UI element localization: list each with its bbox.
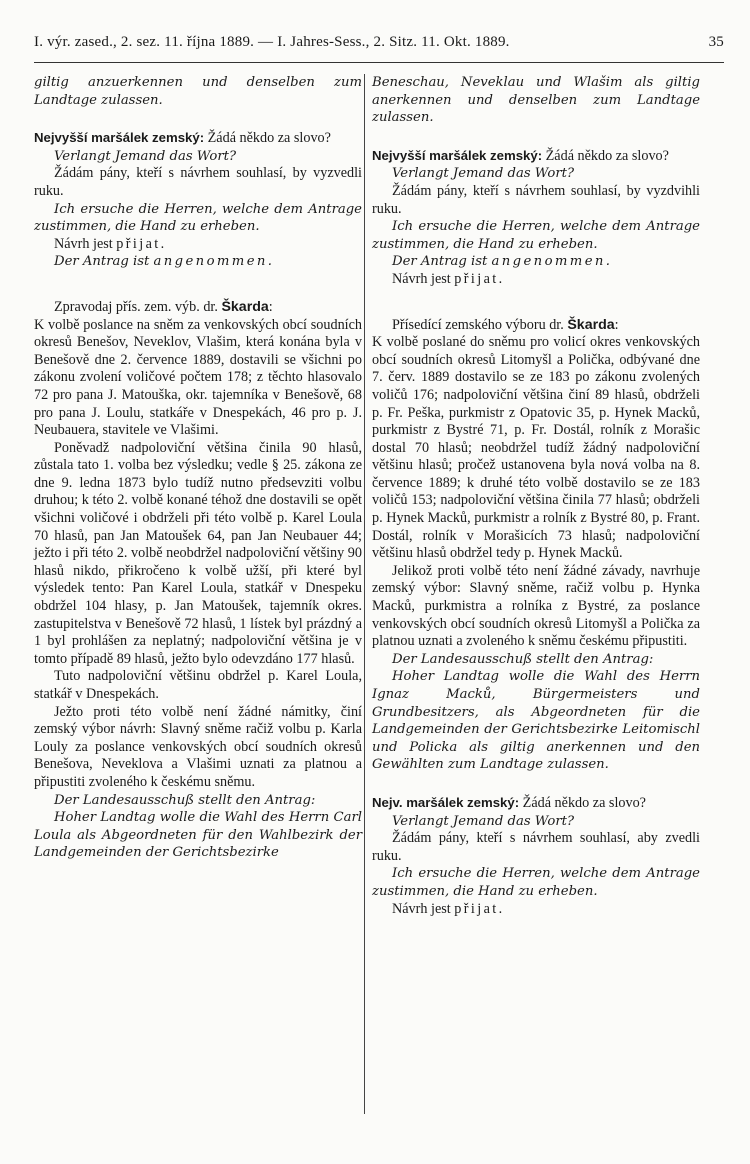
paragraph-text: Jelikož proti volbě této není žádné závady, navrhuje zemský výbor: Slavný sněme, račiž volbu p. Hynka Macků, purkmistra a rolníka z Bystré, za poslance venkovských obcí soudních okresů Litomyšl a Polička za platnou uznati a zvoleného k sněmu českému připustiti. <box>372 562 700 650</box>
german-paragraph <box>34 74 362 109</box>
paragraph-text: Žádá někdo za slovo? <box>204 130 331 147</box>
paragraph <box>34 317 362 440</box>
german-text: Ich ersuche die Herren, welche dem Antrage zustimmen, die Hand zu erheben. <box>372 866 700 899</box>
paragraph <box>372 830 700 865</box>
spacer <box>34 109 362 129</box>
german-text: Verlangt Jemand das Wort? <box>392 166 575 182</box>
right-column <box>372 74 700 918</box>
header-rule <box>34 62 724 63</box>
german-paragraph <box>34 792 362 810</box>
german-text: Der Landesausschuß stellt den Antrag: <box>54 792 316 808</box>
german-text: Hoher Landtag wolle die Wahl des Herrn Carl Loula als Abgeordneten für den Wahlbezirk der Landgemeinden der Gerichtsbezirke <box>34 810 362 861</box>
speaker-paragraph <box>34 129 362 148</box>
paragraph-text: K volbě poslance na sněm za venkovských obcí soudních okresů Benešov, Neveklov, Vlašim, která konána byla v Benešově dne 2. července 1889, dostavili se všichni po zákonu zvolení voličové počtem 178; z těchto hlasovalo 72 pro pana J. Matouška, okr. tajemníka v Benešově, 68 pro pana J. Loulu, statkáře v Dnespekách, 46 pro p. J. Neubauera, stavitele ve Vlašimi. <box>34 316 362 439</box>
german-text: Der Antrag ist <box>54 254 154 270</box>
german-paragraph <box>34 148 362 166</box>
german-text: Der Antrag ist <box>392 254 492 270</box>
speaker-paragraph <box>372 147 700 166</box>
speaker-label: Nejvyšší maršálek zemský: <box>34 130 205 146</box>
paragraph-text: Návrh jest <box>54 235 117 252</box>
paragraph-text: Návrh jest <box>392 900 455 917</box>
german-text: giltig anzuerkennen und denselben zum Landtage zulassen. <box>34 75 362 108</box>
column-divider <box>364 74 365 1114</box>
german-paragraph <box>372 865 700 900</box>
paragraph-text: : <box>268 298 273 315</box>
spaced-text: přijat. <box>454 900 505 917</box>
speaker-label: Nejv. maršálek zemský: <box>372 794 520 810</box>
spacer <box>34 271 362 299</box>
paragraph-text: : <box>614 316 619 333</box>
german-text: Ich ersuche die Herren, welche dem Antrage zustimmen, die Hand zu erheben. <box>372 219 700 252</box>
speaker-label: Škarda <box>567 316 615 333</box>
paragraph <box>372 334 700 563</box>
paragraph-text: Žádám pány, kteří s návrhem souhlasí, by vyzdvihli ruku. <box>372 182 700 217</box>
paragraph <box>372 901 700 919</box>
paragraph-text: Přísedící zemského výboru dr. <box>392 316 568 333</box>
paragraph <box>34 165 362 200</box>
speaker-label: Škarda <box>221 298 269 315</box>
paragraph-text: Žádá někdo za slovo? <box>542 147 669 164</box>
paragraph-text: Zpravodaj přís. zem. výb. dr. <box>54 298 222 315</box>
speaker-paragraph <box>372 794 700 813</box>
paragraph <box>34 704 362 792</box>
german-paragraph <box>372 813 700 831</box>
paragraph <box>372 563 700 651</box>
german-text: Verlangt Jemand das Wort? <box>54 148 237 164</box>
paragraph-text: Žádám pány, kteří s návrhem souhlasí, by vyzvedli ruku. <box>34 165 362 199</box>
paragraph-text: Návrh jest <box>392 270 455 287</box>
left-column <box>34 74 362 862</box>
paragraph-text: Poněvadž nadpoloviční většina činila 90 hlasů, zůstala tato 1. volba bez výsledku; vedle § 25. zákona ze dne 9. ledna 1873 bylo tudíž nutno předsevziti volbu druhou; k této 2. volbě konané téhož dne dostavili se opět všichni voličové i obdrželi při této volbě p. Karel Loula 70 hlasů, pan Jan Matoušek 64, pan Jan Neubauer 44; ježto i při této 2. volbě neobdržel nadpoloviční většiny 90 hlasů nikdo, přikročeno k volbě užší, při které byl výsledek tento: Pan Karel Loula, statkář v Dnespeku obdržel 104 hlasy, p. Jan Matoušek, tajemník okres. zastupitelstva v Benešově 72 hlasů, 1 lístek byl prázdný a 1 byl prohlášen za neplatný; nadpoloviční většina je v tomto případě 89 hlasů, ježto bylo odevzdáno 177 hlasů. <box>34 439 362 667</box>
german-paragraph <box>372 218 700 253</box>
german-paragraph <box>372 651 700 669</box>
paragraph-text: Žádám pány, kteří s návrhem souhlasí, aby zvedli ruku. <box>372 830 700 864</box>
spaced-text: angenommen. <box>153 254 275 270</box>
paragraph <box>372 271 700 289</box>
speaker-paragraph <box>372 317 700 335</box>
german-text: Beneschau, Neveklau und Wlašim als giltig anerkennen und denselben zum Landtage zulassen. <box>372 75 700 126</box>
german-paragraph <box>372 165 700 183</box>
paragraph-text: Žádá někdo za slovo? <box>519 794 646 811</box>
german-paragraph <box>34 253 362 271</box>
paragraph <box>372 183 700 218</box>
german-paragraph <box>372 668 700 774</box>
speaker-paragraph <box>34 299 362 317</box>
spacer <box>372 774 700 794</box>
german-paragraph <box>372 253 700 271</box>
paragraph <box>34 668 362 703</box>
paragraph-text: K volbě poslané do sněmu pro volicí okres venkovských obcí soudních okresů Litomyšl a Polička, odbývané dne 7. červ. 1889 dostavilo se ze 183 po zákonu zvolených voličů 176; nadpoloviční většina činí 89 hlasů, obdrželi p. Fr. Peška, purkmistr z Opatovic 35, p. Hynek Macků, purkmistr z Bystré 71, p. Fr. Dostál, rolník z Morašic dostal 70 hlasů; neobdržel tudíž žádný nadpoloviční většinu hlasů; pročež ustanovena byla nová volba na 8. července 1889; k druhé této volbě dostavilo se ze 183 voličů 153; nadpoloviční většina činila 77 hlasů; obdrželi p. Hynek Macků, purkmistr a rolník z Bystré 80, p. Frant. Dostál, rolník v Morašicích 73 hlasů; nadpoloviční většinu hlasů obdržel tedy p. Hynek Macků. <box>372 334 700 562</box>
paragraph-text: Ježto proti této volbě není žádné námitky, činí zemský výbor návrh: Slavný sněme račiž volbu p. Karla Louly za poslance venkovských obcí soudních okresů Benešova, Neveklova a Vlašimi uznati za platnou a připustiti zvoleného k českému sněmu. <box>34 703 362 790</box>
german-paragraph <box>34 809 362 862</box>
spaced-text: přijat. <box>116 235 167 252</box>
paragraph <box>34 236 362 254</box>
paragraph <box>34 440 362 669</box>
spaced-text: přijat. <box>454 270 505 287</box>
speaker-label: Nejvyšší maršálek zemský: <box>372 147 543 163</box>
page-number: 35 <box>708 34 724 50</box>
german-text: Ich ersuche die Herren, welche dem Antrage zustimmen, die Hand zu erheben. <box>34 201 362 235</box>
german-text: Verlangt Jemand das Wort? <box>392 813 575 829</box>
running-header: I. výr. zased., 2. sez. 11. října 1889. — I. Jahres-Sess., 2. Sitz. 11. Okt. 1889. <box>34 34 510 50</box>
spacer <box>372 289 700 317</box>
paragraph-text: Tuto nadpoloviční většinu obdržel p. Karel Loula, statkář v Dnespekách. <box>34 668 362 702</box>
german-text: Hoher Landtag wolle die Wahl des Herrn Ignaz Macků, Bürgermeisters und Grundbesitzers, als Abgeordneten für die Landgemeinden der Gerichtsbezirke Leitomischl und Policka als giltig anerkennen und den Gewählten zum Landtage zulassen. <box>372 669 700 773</box>
german-text: Der Landesausschuß stellt den Antrag: <box>392 651 654 667</box>
spaced-text: angenommen. <box>491 254 613 270</box>
spacer <box>372 127 700 147</box>
german-paragraph <box>34 201 362 236</box>
german-paragraph <box>372 74 700 127</box>
